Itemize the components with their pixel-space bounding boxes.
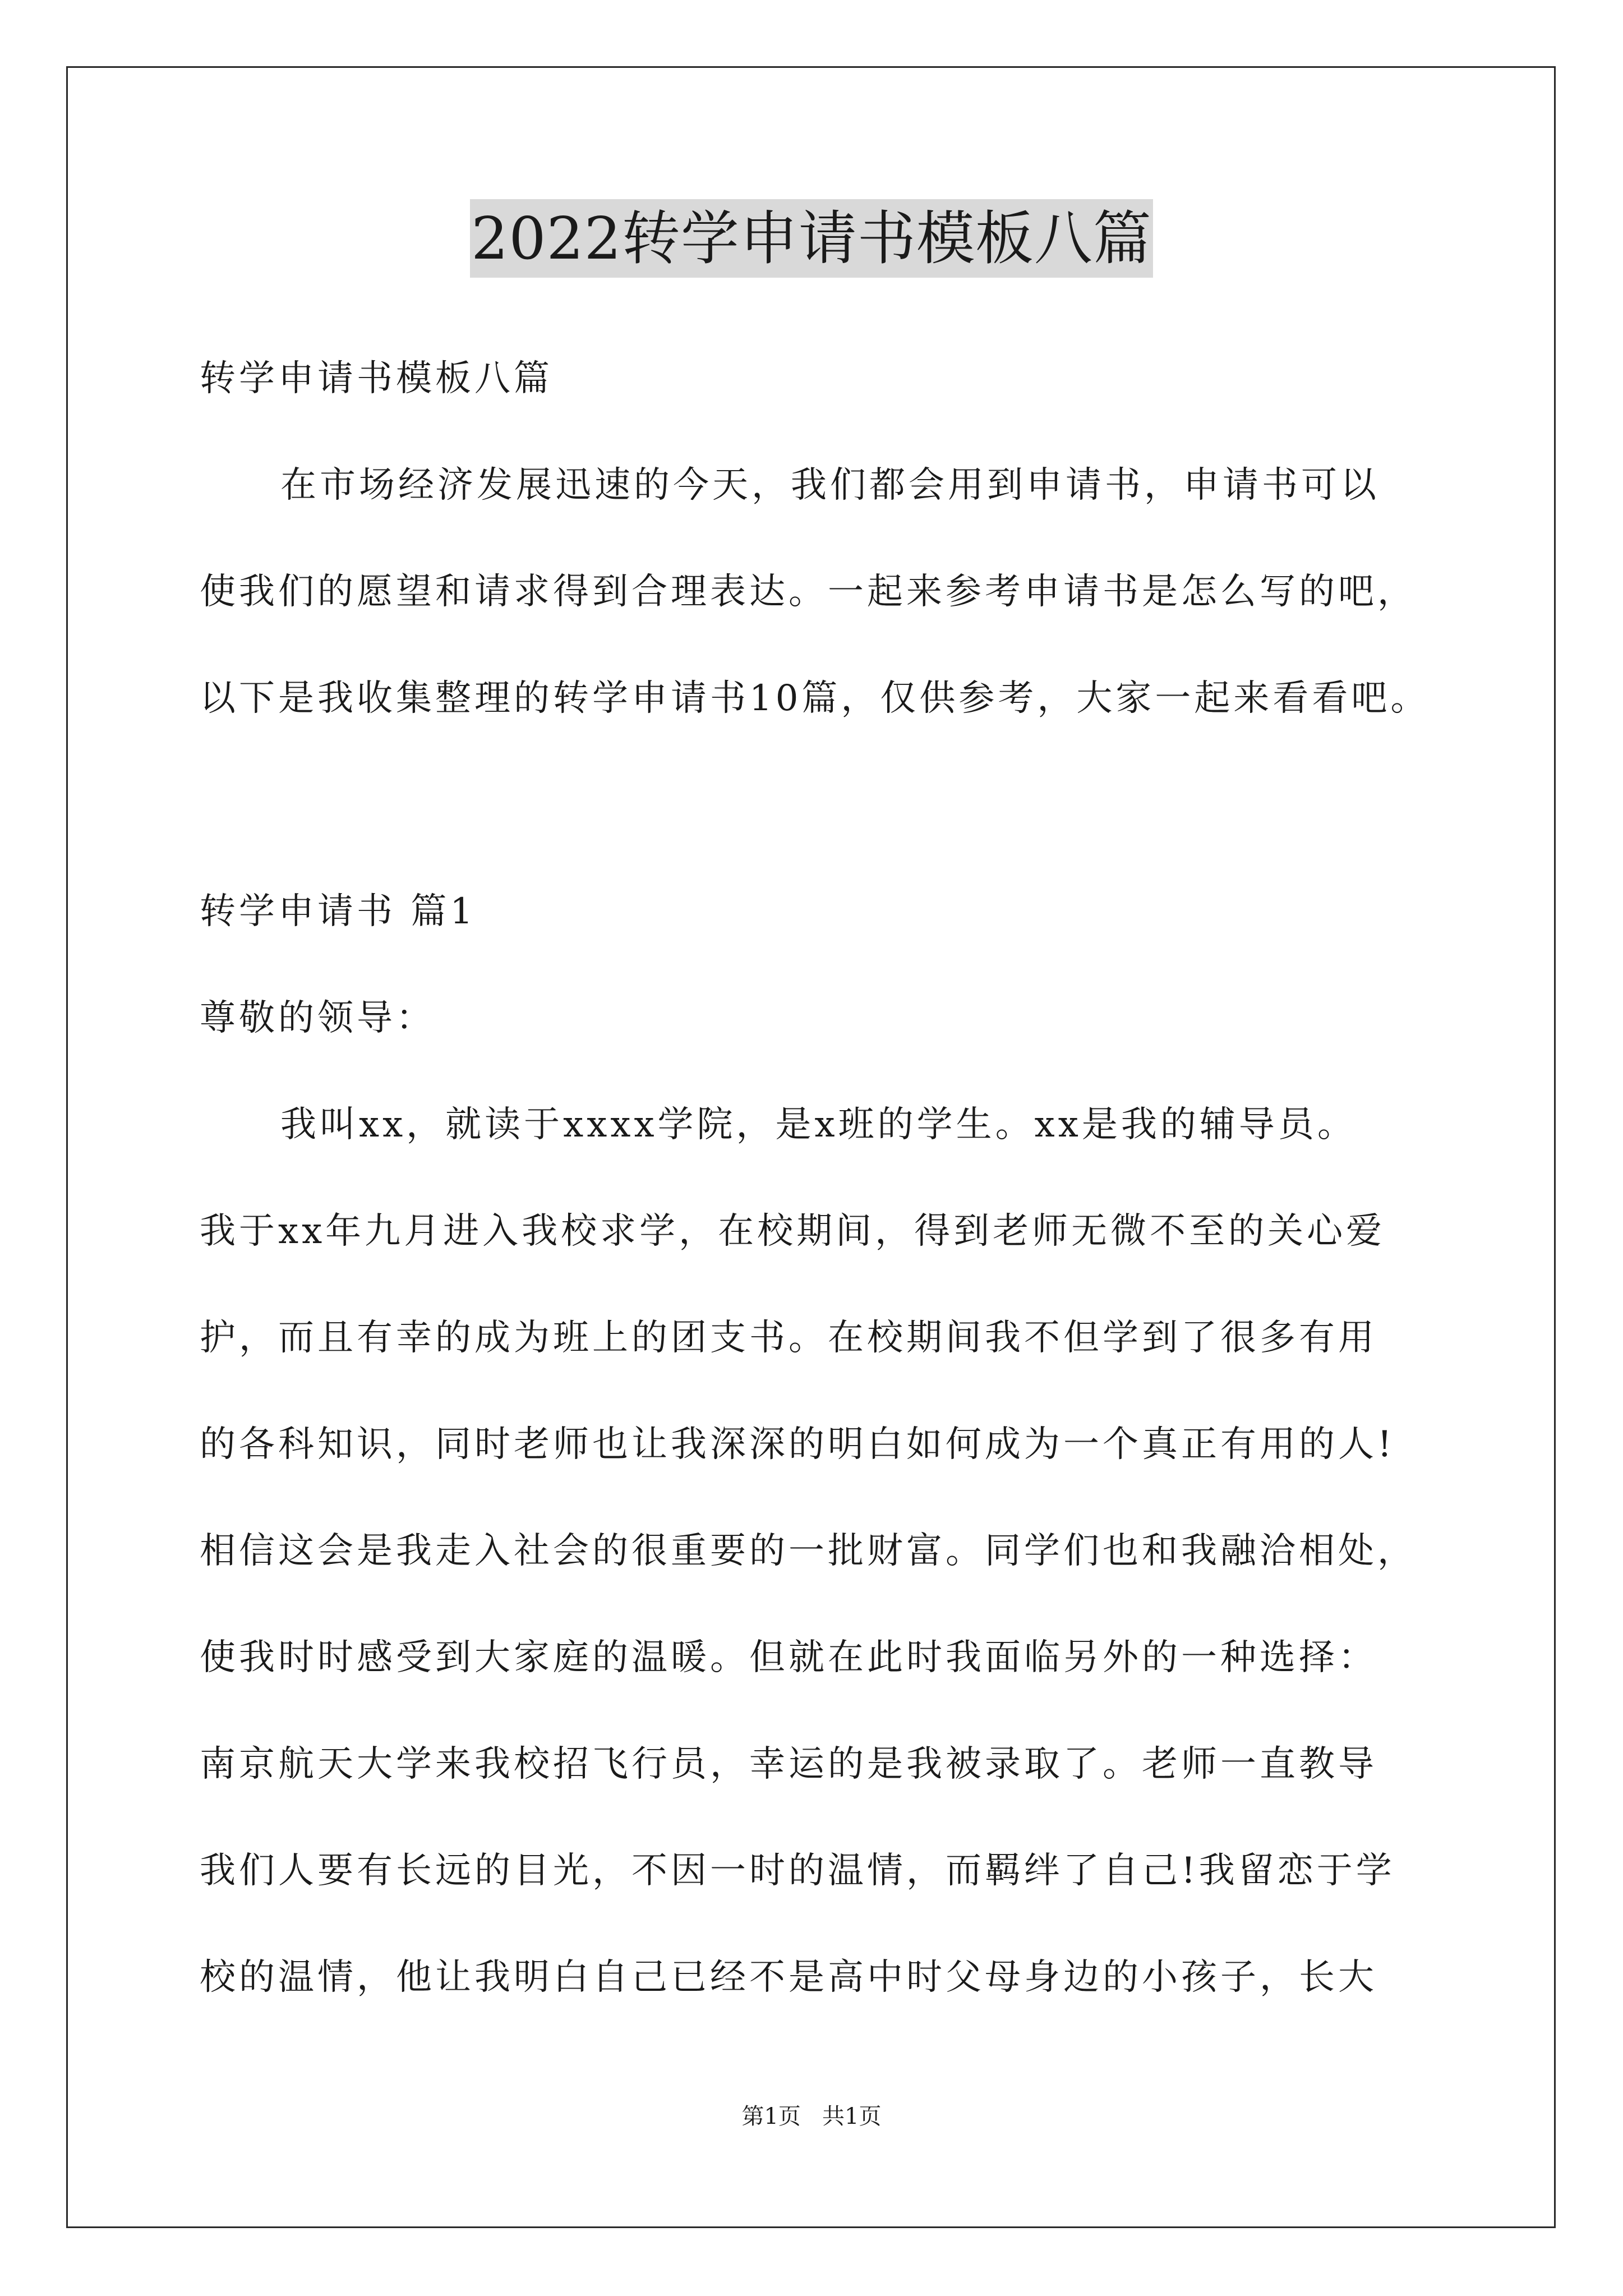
body-line: 我们人要有长远的目光，不因一时的温情，而羁绊了自己!我留恋于学 bbox=[200, 1850, 1395, 1892]
body-line: 南京航天大学来我校招飞行员，幸运的是我被录取了。老师一直教导 bbox=[200, 1743, 1377, 1785]
body-line: 我于xx年九月进入我校求学，在校期间，得到老师无微不至的关心爱 bbox=[200, 1211, 1386, 1252]
body-line: 我叫xx，就读于xxxx学院，是x班的学生。xx是我的辅导员。 bbox=[280, 1104, 1357, 1145]
document-subtitle: 转学申请书模板八篇 bbox=[200, 358, 553, 399]
body-line: 相信这会是我走入社会的很重要的一批财富。同学们也和我融洽相处， bbox=[200, 1530, 1417, 1572]
intro-line: 使我们的愿望和请求得到合理表达。一起来参考申请书是怎么写的吧， bbox=[200, 571, 1417, 613]
body-line: 使我时时感受到大家庭的温暖。但就在此时我面临另外的一种选择： bbox=[200, 1637, 1377, 1678]
title-container bbox=[0, 199, 1623, 278]
intro-line: 以下是我收集整理的转学申请书10篇，仅供参考，大家一起来看看吧。 bbox=[200, 678, 1430, 719]
body-line: 校的温情，他让我明白自己已经不是高中时父母身边的小孩子，长大 bbox=[200, 1957, 1377, 1998]
section-heading: 转学申请书 篇1 bbox=[200, 891, 477, 932]
body-line: 的各科知识，同时老师也让我深深的明白如何成为一个真正有用的人! bbox=[200, 1424, 1395, 1465]
intro-line: 在市场经济发展迅速的今天，我们都会用到申请书，申请书可以 bbox=[280, 464, 1380, 506]
body-line: 护，而且有幸的成为班上的团支书。在校期间我不但学到了很多有用 bbox=[200, 1317, 1377, 1359]
salutation: 尊敬的领导： bbox=[200, 997, 435, 1039]
document-title: 2022转学申请书模板八篇 bbox=[470, 199, 1153, 278]
page-number-footer: 第1页 共1页 bbox=[741, 2104, 882, 2129]
